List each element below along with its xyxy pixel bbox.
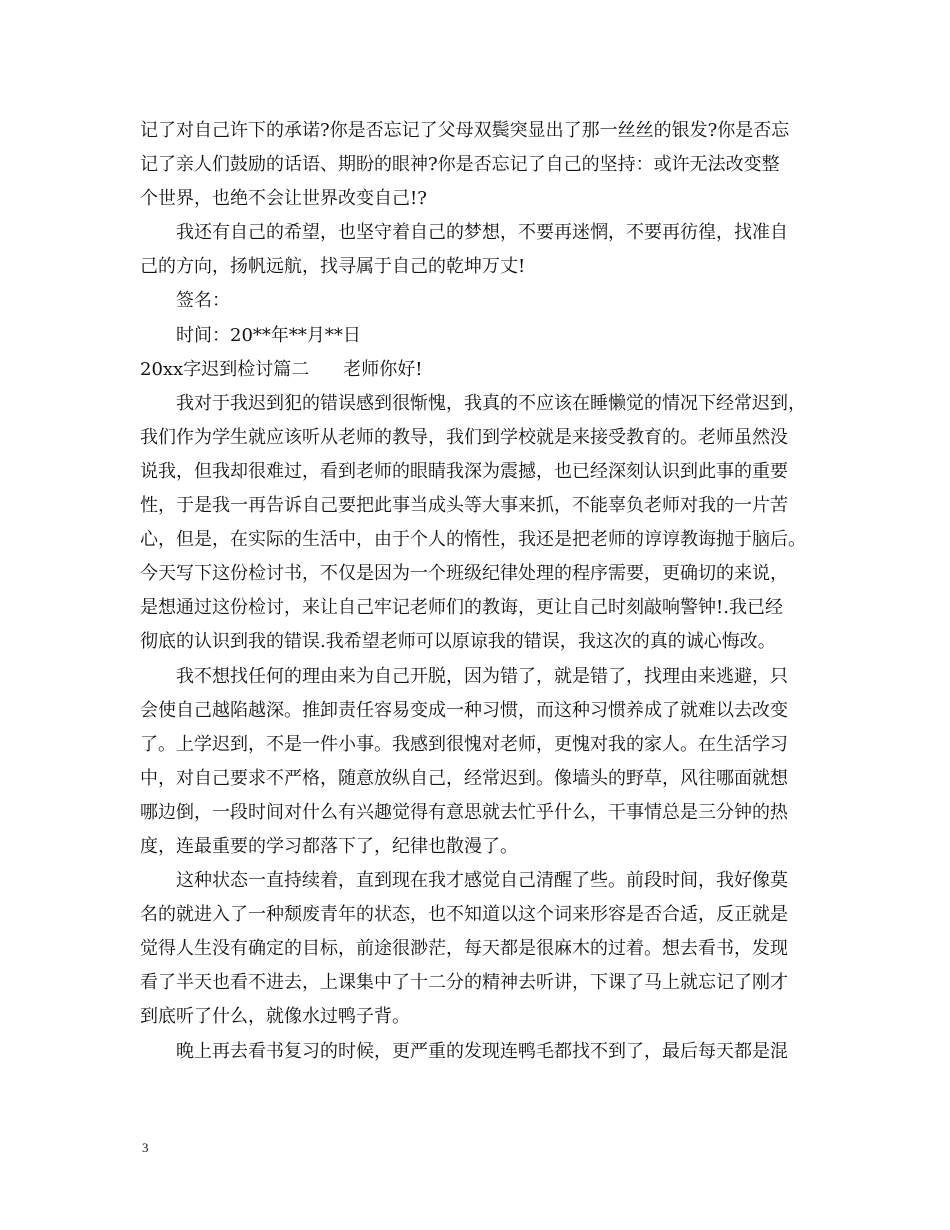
text-line: 记了亲人们鼓励的话语、期盼的眼神?你是否忘记了自己的坚持：或许无法改变整: [140, 154, 780, 176]
text-line: 名的就进入了一种颓废青年的状态，也不知道以这个词来形容是否合适，反正就是: [140, 904, 788, 926]
text-line: 彻底的认识到我的错误.我希望老师可以原谅我的错误，我这次的真的诚心悔改。: [140, 631, 776, 653]
section-heading-line: [140, 353, 820, 387]
text-line: 我们作为学生就应该听从老师的教导，我们到学校就是来接受教育的。老师虽然没: [140, 426, 788, 448]
page-number: 3: [142, 1140, 149, 1155]
text-line: 记了对自己许下的承诺?你是否忘记了父母双鬓突显出了那一丝丝的银发?你是否忘: [140, 120, 790, 141]
text-line: 是想通过这份检讨，来让自己牢记老师们的教诲，更让自己时刻敲响警钟!.我已经: [140, 597, 783, 619]
text-line: 看了半天也看不进去，上课集中了十二分的精神去听讲，下课了马上就忘记了刚才: [140, 972, 788, 994]
greeting: 老师你好!: [343, 358, 423, 380]
text-line: 中，对自己要求不严格，随意放纵自己，经常迟到。像墙头的野草，风往哪面就想: [140, 767, 788, 789]
text-line: 今天写下这份检讨书，不仅是因为一个班级纪律处理的程序需要，更确切的来说，: [140, 563, 788, 585]
text-line: 会使自己越陷越深。推卸责任容易变成一种习惯，而这种习惯养成了就难以去改变: [140, 699, 788, 721]
paragraph-start-line: 我不想找任何的理由来为自己开脱，因为错了，就是错了，找理由来逃避，只: [176, 665, 788, 687]
text-line: 己的方向，扬帆远航，找寻属于自己的乾坤万丈!: [140, 256, 526, 278]
text-line: 觉得人生没有确定的目标，前途很渺茫，每天都是很麻木的过着。想去看书，发现: [140, 938, 788, 960]
document-body: [140, 114, 820, 1069]
text-line: 心，但是，在实际的生活中，由于个人的惰性，我还是把老师的谆谆教诲抛于脑后。: [140, 529, 806, 551]
date-line: 时间：20**年**月**日: [176, 324, 361, 346]
paragraph-start-line: 晚上再去看书复习的时候，更严重的发现连鸭毛都找不到了，最后每天都是混: [176, 1040, 788, 1062]
paragraph-start-line: 我对于我迟到犯的错误感到很惭愧，我真的不应该在睡懒觉的情况下经常迟到，: [176, 392, 806, 414]
paragraph-start-line: 这种状态一直持续着，直到现在我才感觉自己清醒了些。前段时间，我好像莫: [176, 870, 788, 892]
paragraph-start-line: 我还有自己的希望，也坚守着自己的梦想，不要再迷惘，不要再彷徨，找准自: [176, 222, 788, 244]
text-line: 个世界，也绝不会让世界改变自己!?: [140, 188, 427, 210]
text-line: 度，连最重要的学习都落下了，纪律也散漫了。: [140, 835, 518, 857]
signature-label: 签名：: [176, 290, 230, 312]
section-heading: 20xx字迟到检讨篇二: [140, 358, 310, 380]
text-line: 性，于是我一再告诉自己要把此事当成头等大事来抓，不能辜负老师对我的一片苦: [140, 495, 788, 517]
text-line: 了。上学迟到，不是一件小事。我感到很愧对老师，更愧对我的家人。在生活学习: [140, 733, 788, 755]
text-line: 说我，但我却很难过，看到老师的眼睛我深为震撼，也已经深刻认识到此事的重要: [140, 460, 788, 482]
text-line: 到底听了什么，就像水过鸭子背。: [140, 1006, 410, 1028]
text-line: 哪边倒，一段时间对什么有兴趣觉得有意思就去忙乎什么，干事情总是三分钟的热: [140, 801, 788, 823]
